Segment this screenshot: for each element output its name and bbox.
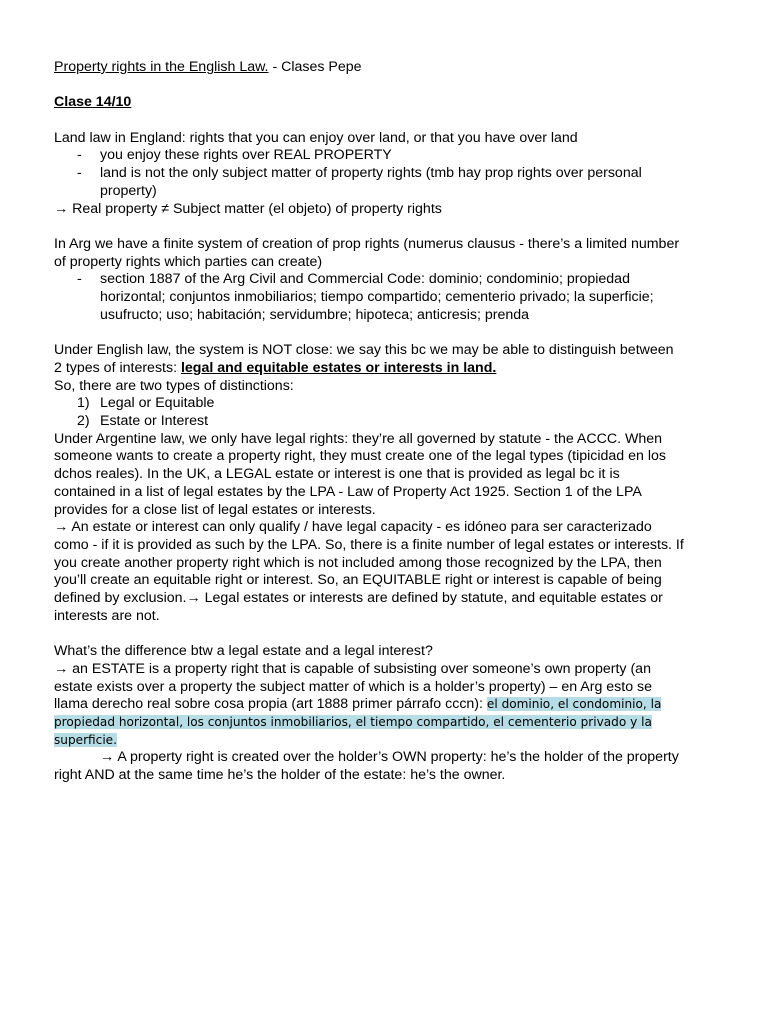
number-marker: 1) [77, 395, 90, 412]
english-law-intro: Under English law, the system is NOT close: we say this bc we may be able to distinguish between 2 types of interests: [54, 342, 674, 376]
list-item-text: you enjoy these rights over REAL PROPERTY [100, 147, 392, 164]
paragraph-arg-system: In Arg we have a finite system of creation of prop rights (numerus clausus - there’s a limited number of property rights which parties can create) [54, 235, 680, 270]
dash-marker: - [77, 147, 82, 164]
paragraph-argentine-law: Under Argentine law, we only have legal rights: they’re all governed by statute - the ACCC. When someone wants to create a property right, they must create one of the legal types (tipicidad en los dchos reales). In the UK, a LEGAL estate or interest is one that is provided as legal bc it is contained in a list of legal estates by the LPA - Law of Property Act 1925. Section 1 of the LPA provides for a close list of legal estates or interests. [54, 430, 666, 518]
spacer [54, 77, 684, 95]
highlighted-text: el dominio, el condominio, la propiedad horizontal, los conjuntos inmobiliarios, el tiempo compartido, el cementerio privado y la superficie. [54, 697, 662, 747]
document-title [54, 59, 684, 77]
spacer [54, 325, 684, 343]
paragraph-land-law: Land law in England: rights that you can enjoy over land, or that you have over land [54, 129, 578, 146]
list-item-text: section 1887 of the Arg Civil and Commercial Code: dominio; condominio; propiedad horizontal; conjuntos inmobiliarios; tiempo compartido; cementerio privado; la superficie; usufructo; uso; habitación; servidumbre; hipoteca; anticresis; prenda [100, 271, 654, 323]
title-underlined: Property rights in the English Law. [54, 59, 269, 75]
estate-text: → an ESTATE is a property right that is capable of subsisting over someone’s own property (an estate exists over a property the subject matter of which is a holder’s property) – en Arg esto se llama derecho real sobre cosa propia (art 1888 primer párrafo cccn): [54, 660, 653, 713]
list-item [54, 271, 684, 324]
class-heading: Clase 14/10 [54, 94, 132, 111]
paragraph-indented-arrow [54, 749, 684, 784]
distinctions-line: So, there are two types of distinctions: [54, 377, 294, 394]
numbered-item-text: Estate or Interest [100, 413, 209, 429]
paragraph-english-law [54, 342, 684, 377]
english-law-emphasis: legal and equitable estates or interests in land. [180, 359, 497, 376]
spacer [54, 218, 684, 236]
list-item [54, 147, 684, 165]
spacer [54, 625, 684, 643]
numbered-item-text: Legal or Equitable [100, 395, 215, 412]
numbered-item [54, 413, 684, 431]
dash-marker: - [77, 271, 82, 288]
title-rest: - Clases Pepe [268, 59, 362, 75]
dash-marker: - [77, 165, 82, 182]
paragraph-estate [54, 661, 684, 750]
list-item [54, 165, 684, 200]
question-line: What’s the difference btw a legal estate and a legal interest? [54, 643, 433, 660]
indented-text: → A property right is created over the holder’s OWN property: he’s the holder of the property right AND at the same time he’s the holder of the estate: he’s the owner. [54, 749, 679, 784]
list-item-text: land is not the only subject matter of property rights (tmb hay prop rights over personal property) [100, 165, 642, 199]
number-marker: 2) [77, 413, 90, 429]
spacer [54, 112, 684, 130]
arrow-line: → Real property ≠ Subject matter (el objeto) of property rights [54, 200, 442, 217]
paragraph-lpa-arrow: → An estate or interest can only qualify / have legal capacity - es idóneo para ser caracterizado como - if it is provided as such by the LPA. So, there is a finite number of legal estates or interests. If you create another property right which is not included among those recognized by the LPA, then you’ll create an equitable right or interest. So, an EQUITABLE right or interest is capable of being defined by exclusion.→ Legal estates or interests are defined by statute, and equitable estates or interests are not. [54, 519, 684, 624]
document-body [54, 59, 684, 785]
numbered-item [54, 395, 684, 413]
